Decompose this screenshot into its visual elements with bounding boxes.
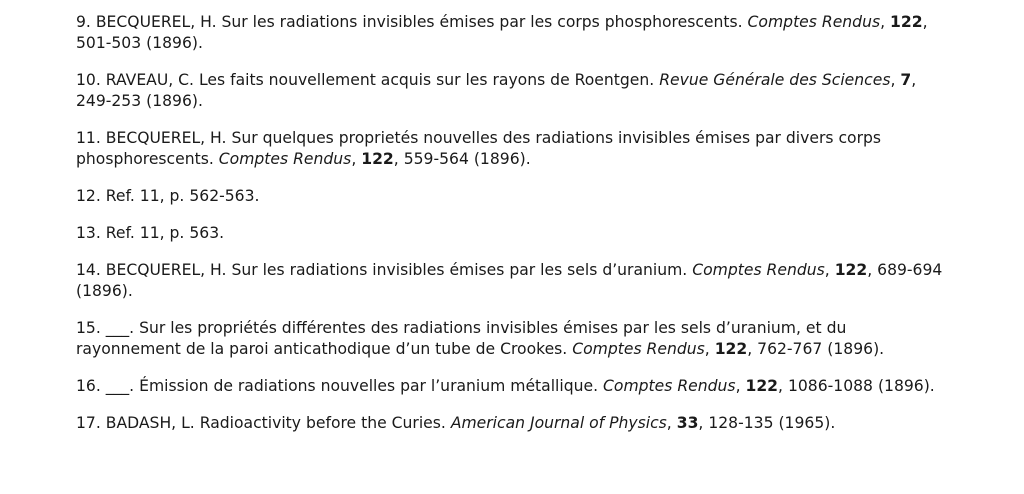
reference-item: 14. BECQUEREL, H. Sur les radiations invisibles émises par les sels d’uranium. Comptes Rendus, 122, 689-694 (1896). (76, 261, 943, 300)
ref-authors: BECQUEREL, H. (105, 129, 227, 147)
reference-item: 11. BECQUEREL, H. Sur quelques proprietés nouvelles des radiations invisibles émises par divers corps phosphorescents. Comptes Rendus, 122, 559-564 (1896). (76, 129, 881, 168)
ref-volume: 7 (900, 71, 912, 89)
ref-year: (1896). (877, 377, 935, 395)
ref-journal: Comptes Rendus (218, 150, 352, 168)
ref-authors: RAVEAU, C. (105, 71, 195, 89)
reference-item: 16. ___. Émission de radiations nouvelles par l’uranium métallique. Comptes Rendus, 122, 1086-1088 (1896). (76, 377, 935, 395)
ref-authors: BECQUEREL, H. (105, 261, 227, 279)
ref-journal: Comptes Rendus (603, 377, 736, 395)
ref-pages: 249-253 (76, 92, 142, 110)
ref-year: (1896). (146, 92, 203, 110)
ref-title: Les faits nouvellement acquis sur les rayons de Roentgen. (198, 71, 655, 89)
ref-volume: 122 (745, 377, 779, 395)
ref-journal: American Journal of Physics (450, 414, 667, 432)
ref-pages: 762-767 (757, 340, 823, 358)
ref-text: Ref. 11, p. 562-563. (105, 187, 260, 205)
ref-title: Radioactivity before the Curies. (199, 414, 446, 432)
ref-title: Sur les propriétés différentes des radiations invisibles émises par les sels d’uranium, et du rayonnement de la paroi anticathodique d’un tube de Crookes. (76, 319, 847, 358)
ref-year: (1965). (778, 414, 836, 432)
ref-volume: 122 (834, 261, 868, 279)
ref-year: (1896). (827, 340, 885, 358)
reference-item: 17. BADASH, L. Radioactivity before the Curies. American Journal of Physics, 33, 128-135 (1965). (76, 414, 836, 432)
ref-number: 13. (76, 224, 101, 242)
reference-item (76, 186, 956, 207)
reference-item: 10. RAVEAU, C. Les faits nouvellement acquis sur les rayons de Roentgen. Revue Générale des Sciences, 7, 249-253 (1896). (76, 71, 917, 110)
ref-year: (1896). (146, 34, 203, 52)
ref-title: Sur les radiations invisibles émises par les sels d’uranium. (231, 261, 688, 279)
ref-authors: BADASH, L. (105, 414, 195, 432)
reference-item: 15. ___. Sur les propriétés différentes des radiations invisibles émises par les sels d’uranium, et du rayonnement de la paroi anticathodique d’un tube de Crookes. Comptes Rendus, 122, 762-767 (1896). (76, 319, 885, 358)
ref-authors: ___. (105, 377, 135, 395)
ref-number: 14. (76, 261, 101, 279)
ref-volume: 122 (361, 150, 394, 168)
ref-number: 11. (76, 129, 101, 147)
ref-number: 17. (76, 414, 101, 432)
ref-volume: 122 (890, 13, 923, 31)
ref-year: (1896). (473, 150, 531, 168)
ref-authors: BECQUEREL, H. (95, 13, 217, 31)
ref-pages: 501-503 (76, 34, 142, 52)
ref-journal: Comptes Rendus (692, 261, 825, 279)
ref-number: 9. (76, 13, 91, 31)
ref-journal: Comptes Rendus (572, 340, 705, 358)
ref-pages: 559-564 (403, 150, 469, 168)
ref-number: 10. (76, 71, 101, 89)
ref-title: Sur les radiations invisibles émises par les corps phosphorescents. (221, 13, 743, 31)
ref-pages: 689-694 (877, 261, 943, 279)
reference-list (76, 12, 956, 450)
ref-volume: 33 (676, 414, 699, 432)
ref-title: Sur quelques proprietés nouvelles des radiations invisibles émises par divers corps phosphorescents. (76, 129, 881, 168)
reference-item (76, 223, 956, 244)
ref-title: Émission de radiations nouvelles par l’uranium métallique. (139, 377, 599, 395)
ref-journal: Comptes Rendus (747, 13, 881, 31)
ref-pages: 1086-1088 (787, 377, 873, 395)
ref-journal: Revue Générale des Sciences (659, 71, 891, 89)
ref-number: 15. (76, 319, 101, 337)
ref-authors: ___. (105, 319, 135, 337)
ref-volume: 122 (714, 340, 748, 358)
ref-year: (1896). (76, 282, 133, 300)
ref-text: Ref. 11, p. 563. (105, 224, 225, 242)
ref-number: 16. (76, 377, 101, 395)
reference-item: 9. BECQUEREL, H. Sur les radiations invisibles émises par les corps phosphorescents. Comptes Rendus, 122, 501-503 (1896). (76, 13, 928, 52)
ref-pages: 128-135 (708, 414, 774, 432)
ref-number: 12. (76, 187, 101, 205)
